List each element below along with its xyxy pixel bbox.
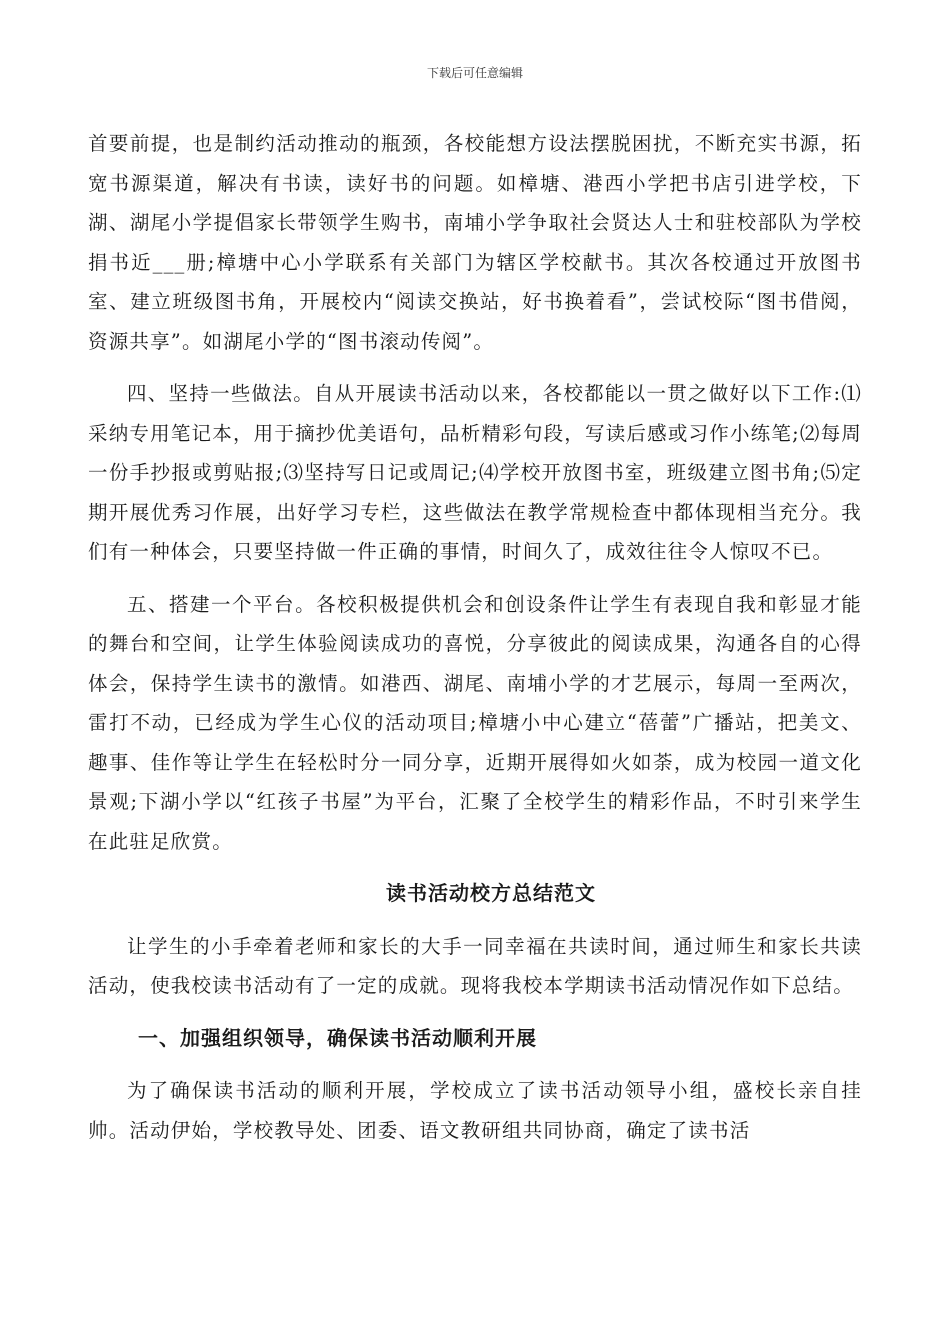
paragraph-gap: [88, 914, 862, 927]
paragraph-intro: 让学生的小手牵着老师和家长的大手一同幸福在共读时间，通过师生和家长共读活动，使我校读书活动有了一定的成就。现将我校本学期读书活动情况作如下总结。: [88, 934, 862, 997]
paragraph-gap: [88, 572, 862, 585]
paragraph-book-sources: 首要前提，也是制约活动推动的瓶颈，各校能想方设法摆脱困扰，不断充实书源，拓宽书源渠道，解决有书读，读好书的问题。如樟塘、港西小学把书店引进学校，下湖、湖尾小学提倡家长带领学生购书，南埔小学争取社会贤达人士和驻校部队为学校捐书近___册;樟塘中心小学联系有关部门为辖区学校献书。其次各校通过开放图书室、建立班级图书角，开展校内“阅读交换站，好书换着看”，尝试校际“图书借阅，资源共享”。如湖尾小学的“图书滚动传阅”。: [88, 132, 862, 353]
document-body: [88, 124, 862, 1150]
page-header-note: 下载后可任意编辑: [426, 66, 523, 80]
paragraph-section-four: 四、坚持一些做法。自从开展读书活动以来，各校都能以一贯之做好以下工作:⑴采纳专用笔记本，用于摘抄优美语句，品析精彩句段，写读后感或习作小练笔;⑵每周一份手抄报或剪贴报;⑶坚持写日记或周记;⑷学校开放图书室，班级建立图书角;⑸定期开展优秀习作展，出好学习专栏，这些做法在教学常规检查中都体现相当充分。我们有一种体会，只要坚持做一件正确的事情，时间久了，成效往往令人惊叹不已。: [88, 382, 862, 563]
paragraph-gap: [88, 861, 862, 874]
paragraph-gap: [88, 1058, 862, 1071]
paragraph-organization: 为了确保读书活动的顺利开展，学校成立了读书活动领导小组，盛校长亲自挂帅。活动伊始，学校教导处、团委、语文教研组共同协商，确定了读书活: [88, 1079, 862, 1142]
paragraph-gap: [88, 1006, 862, 1019]
document-title: 读书活动校方总结范文: [386, 881, 596, 905]
section-heading-one: 一、加强组织领导，确保读书活动顺利开展: [138, 1025, 537, 1050]
paragraph-section-five: 五、搭建一个平台。各校积极提供机会和创设条件让学生有表现自我和彰显才能的舞台和空间，让学生体验阅读成功的喜悦，分享彼此的阅读成果，沟通各自的心得体会，保持学生读书的激情。如港西、湖尾、南埔小学的才艺展示，每周一至两次，雷打不动，已经成为学生心仪的活动项目;樟塘小中心建立“蓓蕾”广播站，把美文、趣事、佳作等让学生在轻松时分一同分享，近期开展得如火如荼，成为校园一道文化景观;下湖小学以“红孩子书屋”为平台，汇聚了全校学生的精彩作品，不时引来学生在此驻足欣赏。: [88, 592, 862, 853]
paragraph-gap: [88, 361, 862, 374]
